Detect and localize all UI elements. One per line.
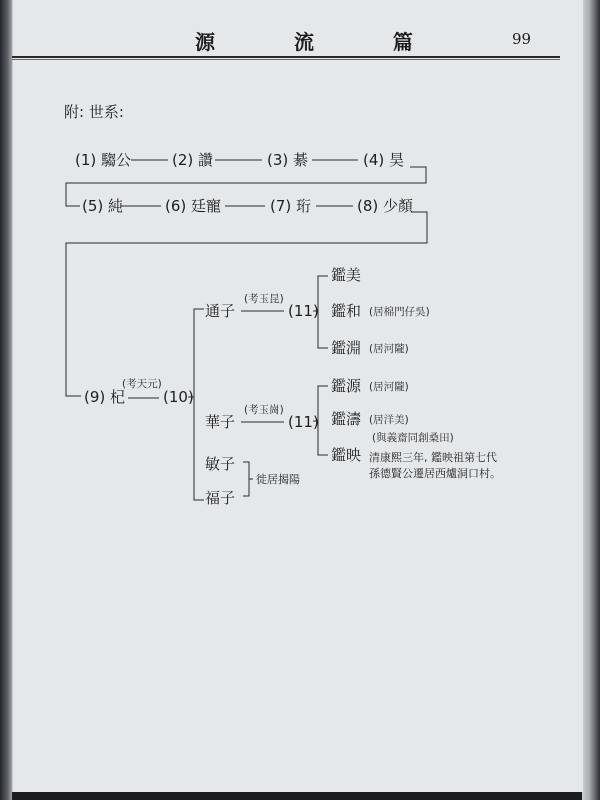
section-label: 附: 世系:	[64, 103, 124, 121]
sons-bracket	[194, 309, 204, 500]
son-huazi-note: (考玉崗)	[244, 404, 284, 416]
son-tongzi: 通子	[205, 302, 236, 320]
son-tongzi-note: (考玉昆)	[244, 293, 284, 305]
generation-8: (8) 少顏	[357, 197, 414, 215]
generation-6: (6) 廷寵	[165, 197, 222, 215]
grandsons-bracket-b	[318, 386, 328, 455]
grandson-jiantao: 鑑濤	[331, 410, 362, 428]
generation-9-note: (考天元)	[122, 378, 162, 390]
generation-11-b: (11)	[288, 413, 319, 431]
son-minzi: 敏子	[205, 455, 236, 473]
grandson-jianying: 鑑映	[331, 446, 362, 464]
grandson-jianmei: 鑑美	[331, 266, 362, 284]
grandson-jianyuan: 鑑淵	[331, 339, 362, 357]
generation-3: (3) 綦	[267, 151, 309, 169]
grandson-jiantao-note: (居洋美)	[369, 414, 409, 426]
grandson-jianyuan-2-note: (居河隴)	[369, 381, 409, 393]
son-huazi: 華子	[205, 413, 236, 431]
migration-note: 徙居揭陽	[256, 473, 300, 486]
grandsons-bracket-a	[318, 276, 328, 348]
grandson-jianhe-note: (居棉門仔吳)	[369, 306, 430, 318]
grandson-jianying-note: 清康熙三年, 鑑映祖第七代	[369, 451, 497, 464]
generation-11-a: (11)	[288, 302, 319, 320]
generation-5: (5) 純	[82, 197, 124, 215]
generation-7: (7) 珩	[270, 197, 312, 215]
generation-2: (2) 讚	[172, 151, 214, 169]
grandson-jiantao-note-2: (與義齋同創桑田)	[372, 432, 454, 444]
grandson-jianhe: 鑑和	[331, 302, 362, 320]
son-fuzi: 福子	[205, 489, 236, 507]
grandson-jianying-note-2: 孫德賢公遷居西爐洞口村。	[369, 467, 501, 480]
page-number: 99	[512, 30, 532, 48]
page-title: 源 流 篇	[195, 30, 449, 54]
generation-1: (1) 騶公	[75, 151, 132, 169]
minzi-fuzi-bracket	[243, 462, 249, 496]
grandson-jianyuan-note: (居河隴)	[369, 343, 409, 355]
generation-10: (10)	[163, 388, 194, 406]
generation-4: (4) 昊	[363, 151, 405, 169]
generation-9: (9) 杞	[84, 388, 126, 406]
grandson-jianyuan-2: 鑑源	[331, 377, 362, 395]
